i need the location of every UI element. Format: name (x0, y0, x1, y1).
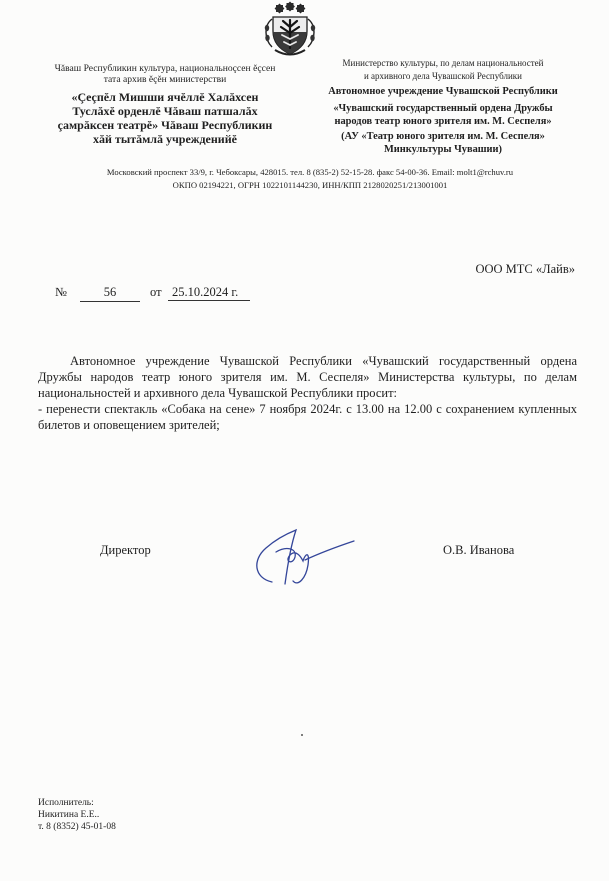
body-line: Дружбы народов театр юного зрителя им. М. Сеспеля» Министерства культуры, по делам (38, 370, 577, 384)
right-organization-line: Автономное учреждение Чувашской Республики (328, 86, 558, 97)
recipient: ООО МТС «Лайв» (475, 262, 575, 276)
registration-codes-line: ОКПО 02194221, ОГРН 1022101144230, ИНН/КПП 2128020251/213001001 (172, 180, 448, 190)
executor-phone: т. 8 (8352) 45-01-08 (38, 822, 116, 832)
left-organization-line: çамрăксен театрĕ» Чăваш Республикин (57, 118, 273, 132)
left-ministry-line: Чăваш Республикин культура, национальноçсен ĕçсен (54, 63, 276, 74)
contacts-block (15, 166, 605, 192)
executor-label: Исполнитель: (38, 798, 94, 808)
number-label: № (55, 285, 67, 299)
body-line: национальностей и архивного дела Чувашской Республики просит: (38, 386, 398, 400)
left-organization-line: Туслăхĕ орденлĕ Чăваш патшалăх (72, 104, 258, 118)
request-item-line: билетов и оповещением зрителей; (38, 418, 220, 432)
reference-line (0, 285, 609, 305)
date-label: от (150, 285, 162, 299)
handwritten-signature (250, 520, 360, 592)
request-item-line: - перенести спектакль «Собака на сене» 7 ноября 2024г. с 13.00 на 12.00 с сохранением купленных (38, 402, 577, 416)
left-organization-line: «Çеçпĕл Мишши ячĕллĕ Халăхсен (71, 90, 259, 104)
address-line: Московский проспект 33/9, г. Чебоксары, 428015. тел. 8 (835-2) 52-15-28. факс 54-00-36. Email: molt1@rchuv.ru (106, 167, 514, 177)
signatory-name: О.В. Иванова (443, 543, 515, 557)
header-right-block (310, 57, 576, 156)
chuvash-coat-of-arms-icon (261, 1, 319, 59)
left-ministry-line: тата архив ĕçĕн министерстви (103, 74, 227, 85)
executor-block (38, 797, 116, 833)
letter-body (38, 353, 577, 433)
left-organization-line: хăй тытăмлă учрежденийĕ (93, 132, 237, 146)
scan-speck (301, 734, 303, 736)
body-line: Автономное учреждение Чувашской Республики «Чувашский государственный ордена (70, 354, 577, 368)
right-organization-line: Минкультуры Чувашии) (384, 144, 502, 155)
right-ministry-line: Министерство культуры, по делам национальностей (342, 58, 544, 68)
right-organization-line: «Чувашский государственный ордена Дружбы (333, 103, 553, 114)
document-date: 25.10.2024 г. (168, 285, 250, 301)
right-organization-line: (АУ «Театр юного зрителя им. М. Сеспеля» (341, 131, 545, 142)
executor-name: Никитина Е.Е.. (38, 810, 100, 820)
right-ministry-line: и архивного дела Чувашской Республики (363, 71, 522, 81)
right-organization-line: народов театр юного зрителя им. М. Сеспеля» (334, 116, 552, 127)
signatory-position: Директор (100, 543, 151, 557)
header-left-block (20, 63, 310, 146)
document-number: 56 (80, 285, 140, 302)
